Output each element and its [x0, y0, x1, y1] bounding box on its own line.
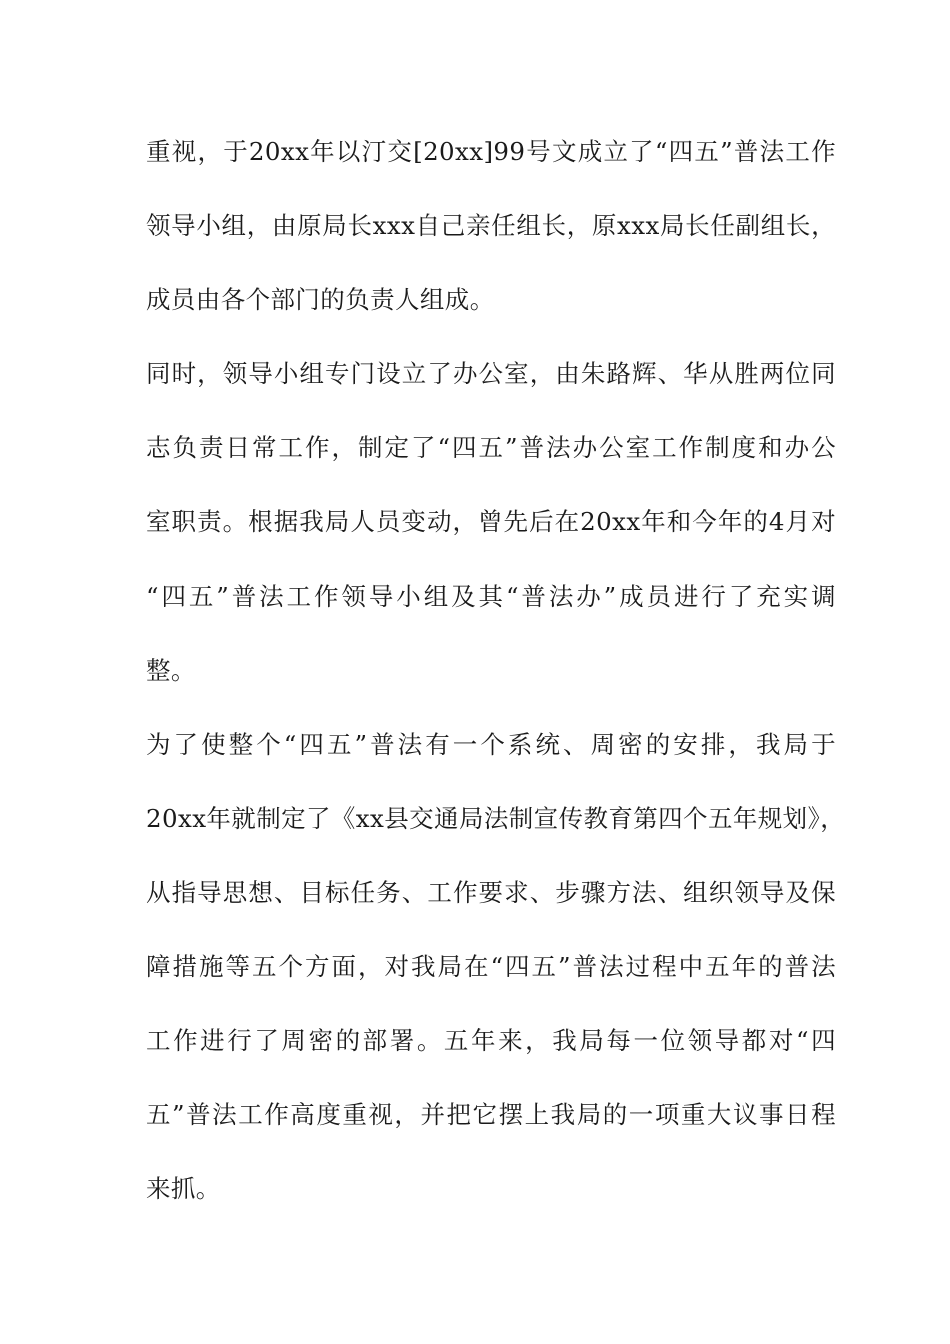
- text-line: 为了使整个“四五”普法有一个系统、周密的安排，我局于: [146, 730, 836, 759]
- text-line: 障措施等五个方面，对我局在“四五”普法过程中五年的普法: [146, 952, 836, 981]
- text-line: 20xx年就制定了《xx县交通局法制宣传教育第四个五年规划》，: [146, 804, 846, 833]
- text-line: 同时，领导小组专门设立了办公室，由朱路辉、华从胜两位同: [146, 359, 836, 388]
- text-line: “四五”普法工作领导小组及其“普法办”成员进行了充实调: [146, 582, 836, 611]
- text-line: 成员由各个部门的负责人组成。: [146, 285, 495, 314]
- text-line: 从指导思想、目标任务、工作要求、步骤方法、组织领导及保: [146, 878, 836, 907]
- text-line: 志负责日常工作，制定了“四五”普法办公室工作制度和办公: [146, 433, 836, 462]
- text-line: 来抓。: [146, 1174, 221, 1203]
- text-line: 整。: [146, 656, 196, 685]
- text-line: 领导小组，由原局长xxx自己亲任组长，原xxx局长任副组长，: [146, 211, 836, 240]
- text-line: 室职责。根据我局人员变动，曾先后在20xx年和今年的4月对: [146, 507, 836, 536]
- text-line: 工作进行了周密的部署。五年来，我局每一位领导都对“四: [146, 1026, 836, 1055]
- text-line: 重视，于20xx年以汀交[20xx]99号文成立了“四五”普法工作: [146, 137, 836, 166]
- text-line: 五”普法工作高度重视，并把它摆上我局的一项重大议事日程: [146, 1100, 836, 1129]
